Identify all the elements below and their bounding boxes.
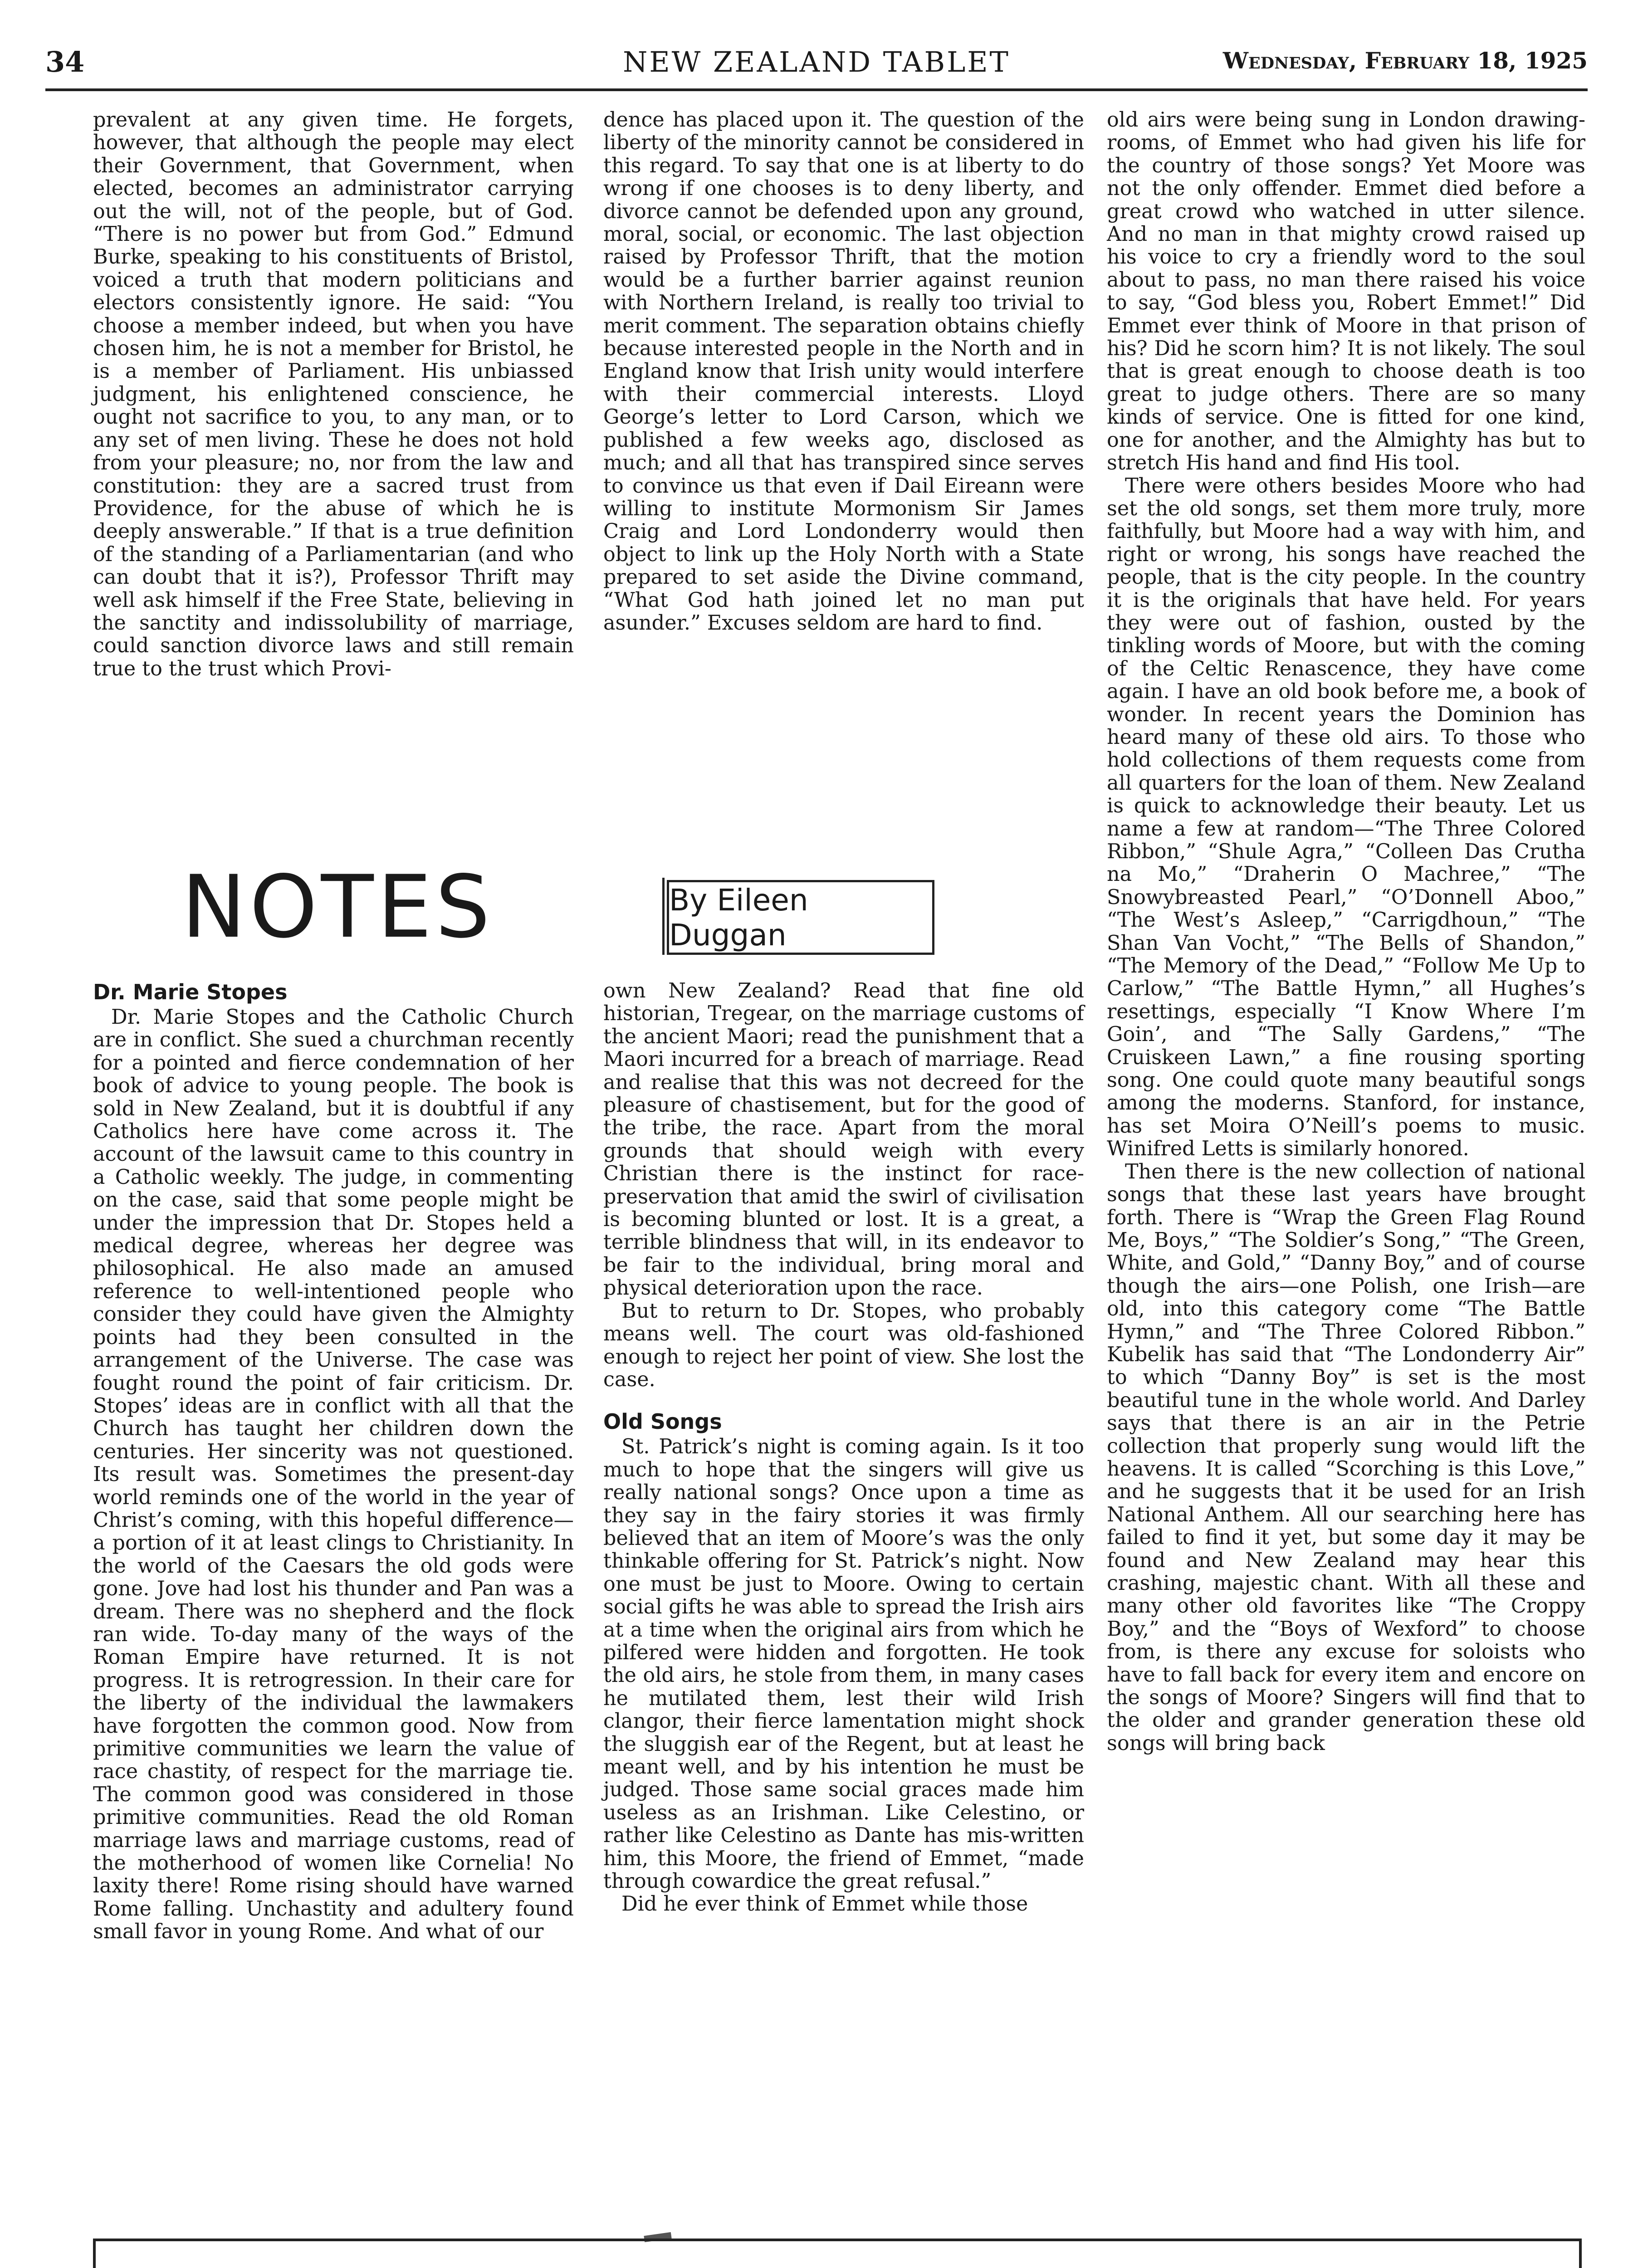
- paragraph: prevalent at any given time. He forgets, however, that although the people may elect their Government, that Government, when elected, becomes an administrator carrying out the will, not of the people, but of God. “There is no power but from God.” Edmund Burke, speaking to his constituents of Bristol, voiced a truth that modern politicians and electors consistently ignore. He said: “You choose a member indeed, but when you have chosen him, he is not a member for Bristol, he is a member of Parliament. His unbiassed judgment, his enlightened conscience, he ought not sacrifice to you, to any man, or to any set of men living. These he does not hold from your pleasure; no, nor from the law and constitution: they are a sacred trust from Providence, for the abuse of which he is deeply answerable.” If that is a true definition of the standing of a Parliamentarian (and who can doubt that it is?), Professor Thrift may well ask himself if the Free State, believing in the sanctity and indissolubility of marriage, could sanction divorce laws and still remain true to the trust which Provi-: [93, 108, 574, 680]
- column-3: [1107, 109, 1585, 2232]
- paragraph: dence has placed upon it. The question of the liberty of the minority cannot be considered in this regard. To say that one is at liberty to do wrong if one chooses is to deny liberty, and divorce cannot be defended upon any ground, moral, social, or economic. The last objection raised by Professor Thrift, that the motion would be a further barrier against reunion with Northern Ireland, is really too trivial to merit comment. The separation obtains chiefly because interested people in the North and in England know that Irish unity would interfere with their commercial interests. Lloyd George’s letter to Lord Carson, which we published a few weeks ago, disclosed as much; and all that has transpired since serves to convince us that even if Dail Eireann were willing to institute Mormonism Sir James Craig and Lord Londonderry would then object to link up the Holy North with a State prepared to set aside the Divine command, “What God hath joined let no man put asunder.” Excuses seldom are hard to find.: [603, 108, 1084, 635]
- paragraph: own New Zealand? Read that fine old historian, Tregear, on the marriage customs of the ancient Maori; read the punishment that a Maori incurred for a breach of marriage. Read and realise that this was not decreed for the pleasure of chastisement, but for the good of the tribe, the race. Apart from the moral grounds that should weigh with every Christian there is the instinct for race-preservation that amid the swirl of civilisation is becoming blunted or lost. It is a great, a terrible blindness that will, in its endeavor to be fair to the individual, bring moral and physical deterioration upon the race.: [603, 979, 1084, 1300]
- paragraph: Dr. Marie Stopes and the Catholic Church are in conflict. She sued a churchman recently for a pointed and fierce condemnation of her book of advice to young people. The book is sold in New Zealand, but it is doubtful if any Catholics here have come across it. The account of the lawsuit came to this country in a Catholic weekly. The judge, in commenting on the case, said that some people might be under the impression that Dr. Stopes held a medical degree, whereas her degree was philosophical. He also made an amused reference to well-intentioned people who consider they could have given the Almighty points had they been consulted in the arrangement of the Universe. The case was fought round the point of fair criticism. Dr. Stopes’ ideas are in conflict with all that the Church has taught her children down the centuries. Her sincerity was not questioned. Its result was. Sometimes the present-day world reminds one of the world in the year of Christ’s coming, with this hopeful difference—a portion of it at least clings to Christianity. In the world of the Caesars the old gods were gone. Jove had lost his thunder and Pan was a dream. There was no shepherd and the flock ran wide. To-day many of the ways of the Roman Empire have returned. It is not progress. It is retrogression. In their care for the liberty of the individual the lawmakers have forgotten the common good. Now from primitive communities we learn the value of race chastity, of respect for the marriage tie. The common good was considered in those primitive communities. Read the old Roman marriage laws and marriage customs, read of the motherhood of women like Cornelia! No laxity there! Rome rising should have warned Rome falling. Unchastity and adultery found small favor in young Rome. And what of our: [93, 1006, 574, 1944]
- section-heading: Old Songs: [603, 1409, 722, 1434]
- paragraph: There were others besides Moore who had set the old songs, set them more truly, more faithfully, but Moore had a way with him, and right or wrong, his songs have reached the people, that is the city people. In the country it is the originals that have held. For years they were out of fashion, ousted by the tinkling words of Moore, but with the coming of the Celtic Renascence, they have come again. I have an old book before me, a book of wonder. In recent years the Dominion has heard many of these old airs. To those who hold collections of them requests come from all quarters for the loan of them. New Zealand is quick to acknowledge their beauty. Let us name a few at random—“The Three Colored Ribbon,” “Shule Agra,” “Colleen Das Crutha na Mo,” “Draherin O Machree,” “The Snowybreasted Pearl,” “O’Donnell Aboo,” “The West’s Asleep,” “Carrigdhoun,” “The Shan Van Vocht,” “The Bells of Shandon,” “The Memory of the Dead,” “Follow Me Up to Carlow,” “The Battle Hymn,” all Hughes’s resettings, especially “I Know Where I’m Goin’, and “The Sally Gardens,” “The Cruiskeen Lawn,” a fine rousing sporting song. One could quote many beautiful songs among the moderns. Stanford, for instance, has set Moira O’Neill’s poems to music. Winifred Letts is similarly honored.: [1107, 474, 1585, 1161]
- advertisement: [93, 2239, 1582, 2268]
- byline-rule: [662, 878, 665, 955]
- column-2-bottom: [603, 980, 1084, 2232]
- publication-title: NEW ZEALAND TABLET: [623, 45, 1010, 78]
- paragraph: But to return to Dr. Stopes, who probably means well. The court was old-fashioned enough to reject her point of view. She lost the case.: [603, 1299, 1084, 1391]
- issue-date: Wednesday, February 18, 1925: [1222, 47, 1588, 74]
- section-heading: Dr. Marie Stopes: [93, 980, 288, 1004]
- paragraph: Then there is the new collection of national songs that these last years have brought forth. There is “Wrap the Green Flag Round Me, Boys,” “The Soldier’s Song,” “The Green, White, and Gold,” “Danny Boy,” and of course though the airs—one Polish, one Irish—are old, into this category come “The Battle Hymn,” and “The Three Colored Ribbon.” Kubelik has said that “The Londonderry Air” to which “Danny Boy” is set is the most beautiful tune in the whole world. And Darley says that there is an air in the Petrie collection that properly sung would lift the heavens. It is called “Scorching is this Love,” and he suggests that it be used for an Irish National Anthem. All our searching here has failed to find it yet, but some day it may be found and New Zealand may hear this crashing, majestic chant. With all these and many other old favorites like “The Croppy Boy,” and the “Boys of Wexford” to choose from, is there any excuse for soloists who have to fall back for every item and encore on the songs of Moore? Singers will find that to the older and grander generation these old songs will bring back: [1107, 1160, 1585, 1755]
- byline-box: [667, 880, 934, 955]
- page-number: 34: [45, 45, 85, 78]
- paragraph: St. Patrick’s night is coming again. Is it too much to hope that the singers will give us really national songs? Once upon a time as they say in the fairy stories it was firmly believed that an item of Moore’s was the only thinkable offering for St. Patrick’s night. Now one must be just to Moore. Owing to certain social gifts he was able to spread the Irish airs at a time when the original airs from which he pilfered were hidden and forgotten. He took the old airs, he stole from them, in many cases he mutilated them, lest their wild Irish clangor, their fierce lamentation might shock the sluggish ear of the Regent, but at least he meant well, and by his intention he must be judged. Those same social graces made him useless as an Irishman. Like Celestino, or rather like Celestino as Dante has mis-written him, this Moore, the friend of Emmet, “made through cowardice the great refusal.”: [603, 1435, 1084, 1893]
- column-1-bottom: [93, 980, 574, 2232]
- paragraph: Did he ever think of Emmet while those: [621, 1892, 1028, 1916]
- paragraph: old airs were being sung in London drawing-rooms, of Emmet who had given his life for the country of those songs? Yet Moore was not the only offender. Emmet died before a great crowd who watched in utter silence. And no man in that mighty crowd raised up his voice to cry a friendly word to the soul about to pass, no man there raised his voice to say, “God bless you, Robert Emmet!” Did Emmet ever think of Moore in that prison of his? Did he scorn him? It is not likely. The soul that is great enough to choose death is too great to judge others. There are so many kinds of service. One is fitted for one kind, one for another, and the Almighty has but to stretch His hand and find His tool.: [1107, 108, 1585, 475]
- page-header: [45, 45, 1588, 91]
- column-1-top: [93, 109, 574, 844]
- column-2-top: [603, 109, 1084, 844]
- notes-heading: NOTES: [181, 857, 494, 957]
- byline-text: By Eileen Duggan: [669, 882, 808, 953]
